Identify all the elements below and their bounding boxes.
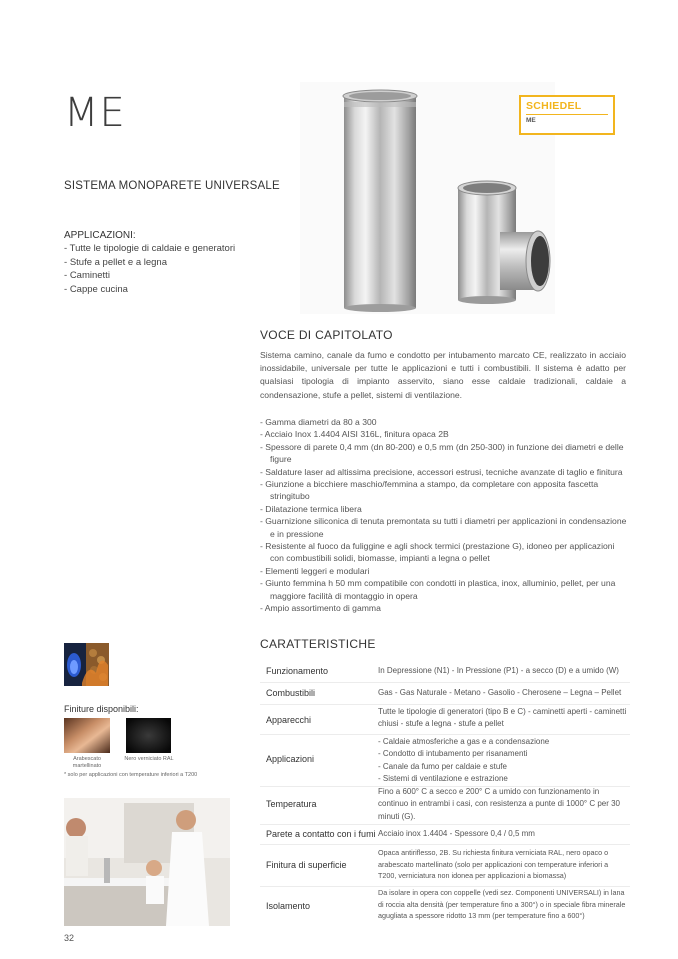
black-finish-swatch: [126, 718, 171, 753]
family-bathroom-photo: [64, 798, 230, 926]
logo-product-code: ME: [526, 117, 536, 124]
row-value: - Caldaie atmosferiche a gas e a condensazione - Condotto di intubamento per risanamenti - Canale da fumo per caldaie e stufe - Sistemi di ventilazione e estrazione: [378, 737, 550, 783]
table-row: [260, 734, 630, 787]
row-value: Da isolare in opera con coppelle (vedi sez. Componenti UNIVERSALI) in lana di roccia alta densità (per temperature fino a 300°) o in speciale fibra minerale agugliata a spessore ridotto 13 mm (per temperature fino a 600°): [378, 888, 626, 921]
row-label: Combustibili: [266, 688, 316, 698]
row-value: Opaca antiriflesso, 2B. Su richiesta finitura verniciata RAL, nero opaco o arabescato martellinato (solo per applicazioni con temperature inferiori a T200, verniciatura non idonea per applicazioni a biomassa): [378, 848, 609, 881]
row-value: Gas - Gas Naturale - Metano - Gasolio - Cherosene – Legna – Pellet: [378, 688, 622, 697]
table-row: [260, 824, 630, 845]
table-row: [260, 886, 630, 926]
row-label: Funzionamento: [266, 666, 329, 676]
specification-paragraph: Sistema camino, canale da fumo e condotto per intubamento marcato CE, realizzato in acciaio inossidabile, universale per tutte le applicazioni e tutti i combustibili. Il sistema è adatto per qualsiasi tipologia di impianto asservito, siano esse caldaie tradizionali, caldaie a condensazione, stufe a pellet, sistemi di ventilazione.: [260, 350, 626, 400]
schiedel-logo: [519, 95, 615, 135]
row-value: Fino a 600° C a secco e 200° C a umido con funzionamento in continuo in entrambi i casi, con resistenza a punte di 1000° C per 30 minuti (G).: [378, 787, 621, 821]
row-value: In Depressione (N1) - In Pressione (P1) - a secco (D) e a umido (W): [378, 666, 619, 675]
row-value: Acciaio inox 1.4404 - Spessore 0,4 / 0,5 mm: [378, 829, 535, 838]
table-row: [260, 660, 630, 683]
row-label: Applicazioni: [266, 754, 315, 764]
list-item: - Giunto femmina h 50 mm compatibile con condotti in plastica, inox, alluminio, pellet, per una maggiore facilità di montaggio in opera: [260, 577, 630, 602]
table-row: [260, 704, 630, 735]
specification-list: [260, 416, 630, 615]
finishes-heading: Finiture disponibili:: [64, 704, 139, 714]
row-label: Isolamento: [266, 901, 311, 911]
row-label: Parete a contatto con i fumi: [266, 829, 376, 839]
row-value: Tutte le tipologie di generatori (tipo B e C) - caminetti aperti - caminetti chiusi - stufe a legna - stufe a pellet: [378, 707, 627, 729]
list-item: - Acciaio Inox 1.4404 AISI 316L, finitura opaca 2B: [260, 428, 630, 440]
swatch-label: Nero verniciato RAL: [124, 756, 174, 762]
list-item: - Guarnizione siliconica di tenuta premontata su tutti i diametri per applicazioni in condensazione e in pressione: [260, 515, 630, 540]
product-image: [300, 82, 555, 314]
list-item: - Saldature laser ad altissima precisione, accessori estrusi, tecniche avanzate di taglio e finitura: [260, 466, 630, 478]
table-row: [260, 786, 630, 825]
list-item: - Stufe a pellet e a legna: [64, 256, 235, 270]
row-label: Apparecchi: [266, 715, 312, 725]
list-item: - Dilatazione termica libera: [260, 503, 630, 515]
row-label: Finitura di superficie: [266, 860, 347, 870]
list-item: - Elementi leggeri e modulari: [260, 565, 630, 577]
list-item: - Giunzione a bicchiere maschio/femmina a stampo, da completare con apposita fascetta stringitubo: [260, 478, 630, 503]
characteristics-heading: CARATTERISTICHE: [260, 637, 376, 651]
page-number: 32: [64, 933, 75, 943]
table-row: [260, 682, 630, 705]
page-title: ME: [64, 90, 126, 136]
list-item: - Gamma diametri da 80 a 300: [260, 416, 630, 428]
specification-heading: VOCE DI CAPITOLATO: [260, 328, 393, 342]
fuel-types-image: [64, 643, 109, 686]
row-label: Temperatura: [266, 799, 317, 809]
hammered-finish-swatch: [64, 718, 110, 753]
applications-list: [64, 242, 235, 296]
list-item: - Spessore di parete 0,4 mm (dn 80-200) e 0,5 mm (dn 250-300) in funzione dei diametri e delle figure: [260, 441, 630, 466]
list-item: - Ampio assortimento di gamma: [260, 602, 630, 614]
logo-divider: [526, 114, 608, 115]
table-row: [260, 844, 630, 887]
page-subtitle: SISTEMA MONOPARETE UNIVERSALE: [64, 180, 280, 192]
applications-heading: APPLICAZIONI:: [64, 230, 136, 241]
list-item: - Resistente al fuoco da fuliggine e agli shock termici (prestazione G), idoneo per applicazioni con combustibili solidi, biomasse, impianti a legna o pellet: [260, 540, 630, 565]
list-item: - Cappe cucina: [64, 283, 235, 297]
logo-brand: SCHIEDEL: [526, 100, 582, 112]
finish-note: * solo per applicazioni con temperature inferiori a T200: [64, 772, 198, 778]
swatch-label: Arabescato martellinato: [72, 756, 102, 769]
list-item: - Tutte le tipologie di caldaie e generatori: [64, 242, 235, 256]
list-item: - Caminetti: [64, 269, 235, 283]
